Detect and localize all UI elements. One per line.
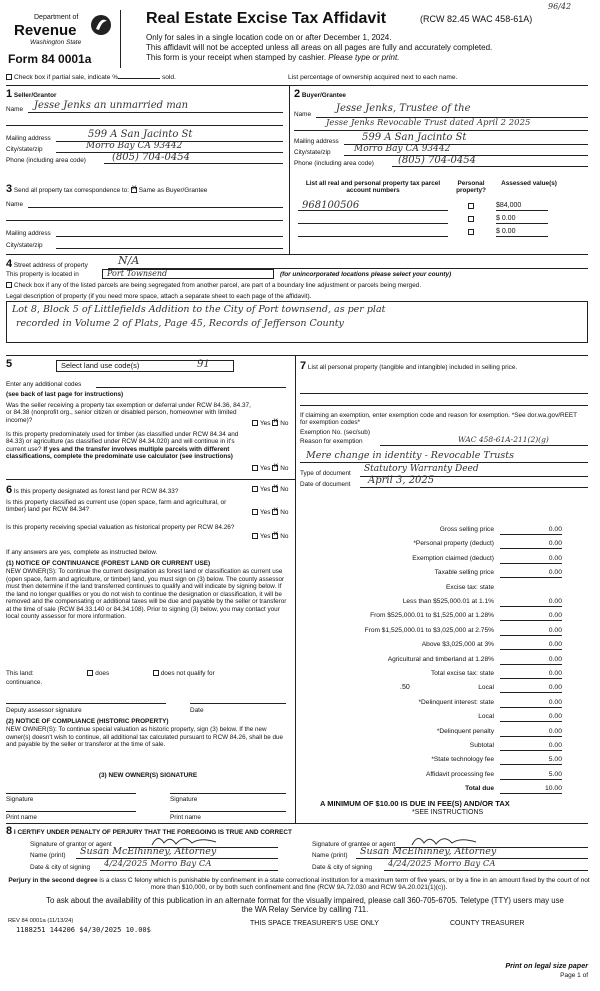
handwritten-corner-note: 96/42 <box>548 2 572 11</box>
tax-row-value[interactable]: 0.00 <box>500 540 562 549</box>
owner-print-label-2: Print name <box>170 814 201 821</box>
parcel-field[interactable] <box>298 236 448 237</box>
grantor-date-field[interactable] <box>100 870 278 871</box>
street-row: 4 Street address of property <box>6 258 88 270</box>
tax-row-value[interactable]: 10.00 <box>500 785 562 794</box>
deputy-date-label: Date <box>190 707 204 714</box>
forest-q3-yes-checkbox[interactable] <box>252 533 258 539</box>
tax-row-value[interactable]: 5.00 <box>500 771 562 780</box>
grantee-name-value: Susan McElhinney, Attorney <box>360 846 497 857</box>
segregated-checkbox[interactable] <box>6 282 12 288</box>
parcel-value: 968100506 <box>302 200 360 211</box>
grantor-date-label: Date & city of signing <box>30 864 91 871</box>
forest-q1-no-checkbox[interactable] <box>272 486 278 492</box>
forest-q1: 6 Is this property designated as forest land per RCW 84.33? <box>6 484 179 496</box>
corr-name-label: Name <box>6 201 24 208</box>
section-4-number: 4 <box>6 258 13 270</box>
correspondence-label: Send all property tax correspondence to: <box>13 187 130 194</box>
partial-sale-row: Check box if partial sale, indicate % sold. <box>6 74 176 82</box>
located-note: (for unincorporated locations please select your county) <box>280 271 452 278</box>
exemption-no-label: Exemption No. (sec/sub) <box>300 429 370 436</box>
buyer-mail-label: Mailing address <box>294 138 339 145</box>
corr-city-field[interactable] <box>56 248 283 249</box>
continuance-label: continuance. <box>6 679 43 686</box>
notice2-text: NEW OWNER(S): To continue special valuation as historic property, sign (3) below. If the new owner(s) doesn't wish to continue, all additional tax calculated pursuant to RCW 84.26, shall be due and payable by the seller or transferor at the time of sale. <box>6 726 284 749</box>
forest-q2-no-checkbox[interactable] <box>272 509 278 515</box>
see-instructions-note: *SEE INSTRUCTIONS <box>412 809 484 816</box>
treasurer-only-label: THIS SPACE TREASURER'S USE ONLY <box>250 920 379 927</box>
deputy-signature-field[interactable] <box>6 703 166 704</box>
seller-heading: Seller/Grantor <box>13 92 57 99</box>
grantor-date-value: 4/24/2025 Morro Bay CA <box>104 859 212 869</box>
land-use-select-label: Select land use code(s) <box>61 361 140 370</box>
form-title: Real Estate Excise Tax Affidavit <box>146 10 387 27</box>
seller-city-value: Morro Bay CA 93442 <box>86 141 183 151</box>
tax-row-label: Less than $525,000.01 at 1.1% <box>402 598 494 605</box>
tax-row-label: Taxable selling price <box>434 569 494 577</box>
tax-row-value[interactable]: 0.00 <box>500 728 562 737</box>
tax-row-label: *State technology fee <box>431 756 494 764</box>
parcel-field[interactable] <box>298 223 448 224</box>
land-use-select[interactable] <box>56 360 234 372</box>
tax-row-value[interactable]: 0.00 <box>500 670 562 679</box>
seller-name-label: Name <box>6 106 24 113</box>
section-2-number: 2 <box>294 88 301 100</box>
grantee-signature-label: Signature of grantee or agent <box>312 841 396 848</box>
buyer-phone-label: Phone (including area code) <box>294 160 374 167</box>
minimum-due-note: A MINIMUM OF $10.00 IS DUE IN FEE(S) AND/OR TAX <box>320 799 510 808</box>
tax-row-label: Exemption claimed (deduct) <box>412 554 494 562</box>
timber-no-checkbox[interactable] <box>272 465 278 471</box>
tax-row-label: Subtotal <box>469 742 494 749</box>
seller-mail-label: Mailing address <box>6 135 51 142</box>
seller-name-value: Jesse Jenks an unmarried man <box>34 100 189 111</box>
partial-sale-checkbox[interactable] <box>6 74 12 80</box>
correspondence-row <box>6 183 207 196</box>
header-sub1: Only for sales in a single location code on or after December 1, 2024. <box>146 33 392 42</box>
dept-line2: Revenue <box>14 22 77 39</box>
seller-phone-label: Phone (including area code) <box>6 157 86 164</box>
exemption-no-value: WAC 458-61A-211(2)(g) <box>458 435 549 444</box>
tax-row-label: Agricultural and timberland at 1.28% <box>387 655 494 663</box>
seller-city-label: City/state/zip <box>6 146 43 153</box>
tax-row-value[interactable]: 0.00 <box>500 555 562 564</box>
same-as-buyer-label: Same as Buyer/Grantee <box>138 187 208 194</box>
additional-codes-label: Enter any additional codes <box>6 381 82 388</box>
corr-mail-label: Mailing address <box>6 230 51 237</box>
exempt-no-checkbox[interactable] <box>272 420 278 426</box>
accessibility-notice: To ask about the availability of this publication in an alternate format for the visually impaired, please call 360-705-6705. Teletype (TTY) users may use the WA Relay Service by calling 711. <box>46 896 564 914</box>
section-3-number: 3 <box>6 183 13 195</box>
forest-q2-yesno: Yes ✕ No <box>252 509 288 516</box>
section-8-number: 8 <box>6 825 13 837</box>
see-back-note: (see back of last page for instructions) <box>6 391 124 398</box>
tax-row-value[interactable]: 0.00 <box>500 656 562 665</box>
tax-row-value[interactable]: 0.00 <box>500 742 562 751</box>
parcel-row <box>296 213 586 225</box>
assessed-value: $84,000 <box>496 202 522 209</box>
section-1-number: 1 <box>6 88 13 100</box>
assessed-value: $ 0.00 <box>496 215 516 222</box>
forest-q1-yes-checkbox[interactable] <box>252 486 258 492</box>
ownership-note: List percentage of ownership acquired next to each name. <box>288 74 458 81</box>
tax-row-value[interactable]: 0.00 <box>500 569 562 578</box>
tax-row-value[interactable]: 0.00 <box>500 699 562 708</box>
tax-row-label: Local <box>478 713 494 721</box>
grantee-date-label: Date & city of signing <box>312 864 373 871</box>
form-number: Form 84 0001a <box>8 52 92 66</box>
tax-row-label: From $525,000.01 to $1,525,000 at 1.28% <box>370 612 494 620</box>
same-as-buyer-checkbox[interactable] <box>131 187 137 193</box>
personal-property-checkbox[interactable] <box>468 216 474 222</box>
tax-row-label: Total due <box>465 785 494 793</box>
print-legal-note: Print on legal size paper <box>505 961 588 970</box>
dept-line1: Department of <box>34 14 79 21</box>
tax-row-value[interactable]: 0.00 <box>500 612 562 621</box>
location-select-value: Port Townsend <box>107 269 168 278</box>
buyer-name-value-1: Jesse Jenks, Trustee of the <box>336 103 471 114</box>
form-title-ref: (RCW 82.45 WAC 458-61A) <box>420 14 533 24</box>
dept-line3: Washington State <box>30 39 82 46</box>
header-sub2: This affidavit will not be accepted unless all areas on all pages are fully and accurately completed. <box>146 43 493 52</box>
location-select[interactable] <box>102 269 274 279</box>
personal-property-field-2[interactable] <box>300 405 588 406</box>
notice1-text: NEW OWNER(S): To continue the current designation as forest land or classification as current use (open space, farm and agriculture, or timber) land, you must sign on (3) below. The county assessor must then determine if the land transferred continues to qualify and will indicate by signing below. If the land no longer qualifies or you do not wish to continue the designation or classification, it will be removed and the compensating or additional taxes will be due and payable by the seller or transferor at the time of sale (RCW 84.33.140 or 84.34.108). Prior to signing (3) below, you may contact your local county assessor for more information. <box>6 568 287 621</box>
land-does-not-checkbox[interactable] <box>153 670 159 676</box>
exempt-yesno: Yes ✕ No <box>252 420 288 427</box>
buyer-name-label: Name <box>294 111 312 118</box>
located-label: This property is located in <box>6 271 79 278</box>
buyer-name-value-2: Jesse Jenks Revocable Trust dated April 2 2025 <box>326 118 531 128</box>
legal-description-line2: recorded in Volume 2 of Plats, Page 45, Records of Jefferson County <box>16 318 344 329</box>
forest-q3-yesno: Yes ✕ No <box>252 533 288 540</box>
tax-row-value[interactable]: 5.00 <box>500 756 562 765</box>
reason-value: Mere change in identity - Revocable Trusts <box>306 450 514 461</box>
section-7-number: 7 <box>300 360 307 372</box>
buyer-phone-value: (805) 704-0454 <box>398 155 476 166</box>
grantor-signature-label: Signature of grantor or agent <box>30 841 112 848</box>
assessed-col-header: Assessed value(s) <box>501 180 557 187</box>
tax-row-label: *Personal property (deduct) <box>413 540 494 548</box>
corr-city-label: City/state/zip <box>6 242 43 249</box>
buyer-city-value: Morro Bay CA 93442 <box>354 144 451 154</box>
tax-row-value[interactable]: 0.00 <box>500 641 562 650</box>
reason-label: Reason for exemption <box>300 438 363 445</box>
personal-property-label: 7 List all personal property (tangible and intangible) included in selling price. <box>300 360 518 372</box>
perjury-notice: Perjury in the second degree is a class C felony which is punishable by confinement in a state correctional institution for a maximum term of five years, or by a fine in an amount fixed by the court of not more than $10,000, or by both such confinement and fine (RCW 9A.72.030 and RCW 9A.20.021(1)(c)). <box>8 877 590 892</box>
owner-signature-label-2: Signature <box>170 796 198 803</box>
type-of-document-value: Statutory Warranty Deed <box>364 464 479 474</box>
timber-yesno: Yes ✕ No <box>252 465 288 472</box>
assessed-value: $ 0.00 <box>496 228 516 235</box>
revision-code: REV 84 0001a (11/13/24) <box>8 918 74 924</box>
personal-property-checkbox[interactable] <box>468 203 474 209</box>
buyer-city-label: City/state/zip <box>294 149 331 156</box>
section-5-number: 5 <box>6 358 13 370</box>
forest-q2-yes-checkbox[interactable] <box>252 509 258 515</box>
continuance-row: This land: does does not qualify for <box>6 670 215 677</box>
owner-signature-field-1[interactable] <box>6 793 136 794</box>
page-number: Page 1 of <box>560 972 588 979</box>
grantee-date-field[interactable] <box>384 870 588 871</box>
buyer-heading: Buyer/Grantee <box>301 92 346 99</box>
treasurer-stamp: 1188251 144206 $4/30/2025 10.00$ <box>16 926 151 934</box>
seller-mail-value: 599 A San Jacinto St <box>88 129 193 140</box>
owner-signature-label-1: Signature <box>6 796 34 803</box>
date-of-document-value: April 3, 2025 <box>368 475 435 486</box>
forest-q3-no-checkbox[interactable] <box>272 533 278 539</box>
certify-heading: 8 I CERTIFY UNDER PENALTY OF PERJURY THAT THE FOREGOING IS TRUE AND CORRECT <box>6 825 292 837</box>
street-value: N/A <box>118 254 140 267</box>
personal-col-header: Personal property? <box>456 180 486 195</box>
grantee-name-label: Name (print) <box>312 852 348 859</box>
if-yes-note: If any answers are yes, complete as instructed below. <box>6 549 158 556</box>
owner-print-field-1[interactable] <box>6 811 136 812</box>
owner-signature-field-2[interactable] <box>170 793 286 794</box>
date-of-document-label: Date of document <box>300 481 351 488</box>
tax-row-value[interactable]: 0.00 <box>500 713 562 722</box>
dor-logo <box>6 8 126 56</box>
tax-row-label: Total excise tax: state <box>430 670 494 677</box>
deputy-label: Deputy assessor signature <box>6 707 82 714</box>
personal-property-field-1[interactable] <box>300 393 588 394</box>
tax-row-value[interactable]: 0.00 <box>500 598 562 607</box>
grantee-date-value: 4/24/2025 Morro Bay CA <box>388 859 496 869</box>
date-of-document-field[interactable] <box>360 487 588 488</box>
seller-name-field[interactable] <box>28 112 283 113</box>
forest-q2: Is this property classified as current use (open space, farm and agricultural, or timber) land per RCW 84.34? <box>6 499 227 514</box>
parcel-row <box>296 226 586 238</box>
grantor-name-label: Name (print) <box>30 852 66 859</box>
land-does-checkbox[interactable] <box>87 670 93 676</box>
tax-row-label: *Delinquent interest: state <box>418 698 494 706</box>
local-rate: .50 <box>400 684 410 691</box>
parcel-row <box>296 200 586 212</box>
exempt-question: Was the seller receiving a property tax exemption or deferral under RCW 84.36, 84.37, or 84.38 (nonprofit org., senior citizen or disabled person, homeowner with limited income)? <box>6 402 251 424</box>
notice1-title: (1) NOTICE OF CONTINUANCE (FOREST LAND OR CURRENT USE) <box>6 560 211 567</box>
grantor-name-value: Susan McElhinney, Attorney <box>80 846 217 857</box>
tax-row-value[interactable]: 0.00 <box>500 684 562 693</box>
tax-row-label: Above $3,025,000 at 3% <box>421 641 494 649</box>
tax-row-label: Local <box>478 684 494 692</box>
tax-row-label: *Delinquent penalty <box>436 727 494 735</box>
exemption-instructions: If claiming an exemption, enter exemption code and reason for exemption. *See dor.wa.gov/REET for exemption codes* <box>300 412 577 427</box>
exempt-yes-checkbox[interactable] <box>252 420 258 426</box>
owner-print-field-2[interactable] <box>170 811 286 812</box>
tax-row-label: From $1,525,000.01 to $3,025,000 at 2.75% <box>364 626 494 634</box>
personal-property-checkbox[interactable] <box>468 229 474 235</box>
exemption-no-field[interactable] <box>380 445 588 446</box>
timber-yes-checkbox[interactable] <box>252 465 258 471</box>
forest-q1-yesno: Yes ✕ No <box>252 486 288 493</box>
reason-field-1[interactable] <box>300 462 588 463</box>
land-use-select-value: 91 <box>197 359 210 370</box>
section-6-number: 6 <box>6 484 13 496</box>
segregated-row: Check box if any of the listed parcels are being segregated from another parcel, are part of a boundary line adjustment or parcels being merged. <box>6 282 421 289</box>
legal-description-line1: Lot 8, Block 5 of Littlefields Addition to the City of Port townsend, as per plat <box>12 304 386 315</box>
tax-row-label: Excise tax: state <box>445 583 494 591</box>
owner-print-label-1: Print name <box>6 814 37 821</box>
timber-question: Is this property predominately used for timber (as classified under RCW 84.34 and 84.33) or agriculture (as classified under RCW 84.34.020) and will continue in it's current use? If yes and the transfer involves multiple parcels with different classifications, complete the predominate use calculator (see instructions) <box>6 431 239 461</box>
new-owner-signature-heading: (3) NEW OWNER(S) SIGNATURE <box>98 772 198 779</box>
tax-row-label: Gross selling price <box>439 526 494 533</box>
dor-swirl-icon <box>90 12 112 38</box>
tax-row-label: Affidavit processing fee <box>425 770 494 778</box>
legal-label: Legal description of property (if you need more space, attach a separate sheet to each page of the affidavit). <box>6 293 312 300</box>
county-treasurer-label: COUNTY TREASURER <box>450 920 525 927</box>
seller-phone-value: (805) 704-0454 <box>112 152 190 163</box>
tax-row-value[interactable]: 0.00 <box>500 526 562 535</box>
corr-mail-field[interactable] <box>56 236 283 237</box>
type-of-document-label: Type of document <box>300 470 351 477</box>
corr-name-field[interactable] <box>28 207 283 208</box>
deputy-date-field[interactable] <box>190 703 286 704</box>
buyer-mail-value: 599 A San Jacinto St <box>362 132 467 143</box>
additional-codes-field[interactable] <box>96 387 286 388</box>
tax-row-value[interactable]: 0.00 <box>500 627 562 636</box>
forest-q3: Is this property receiving special valuation as historical property per RCW 84.26? <box>6 524 235 531</box>
notice2-title: (2) NOTICE OF COMPLIANCE (HISTORIC PROPERTY) <box>6 718 169 725</box>
header-sub3: This form is your receipt when stamped by cashier. Please type or print. <box>146 53 400 62</box>
parcel-col-header: List all real and personal property tax parcel account numbers <box>305 180 441 195</box>
